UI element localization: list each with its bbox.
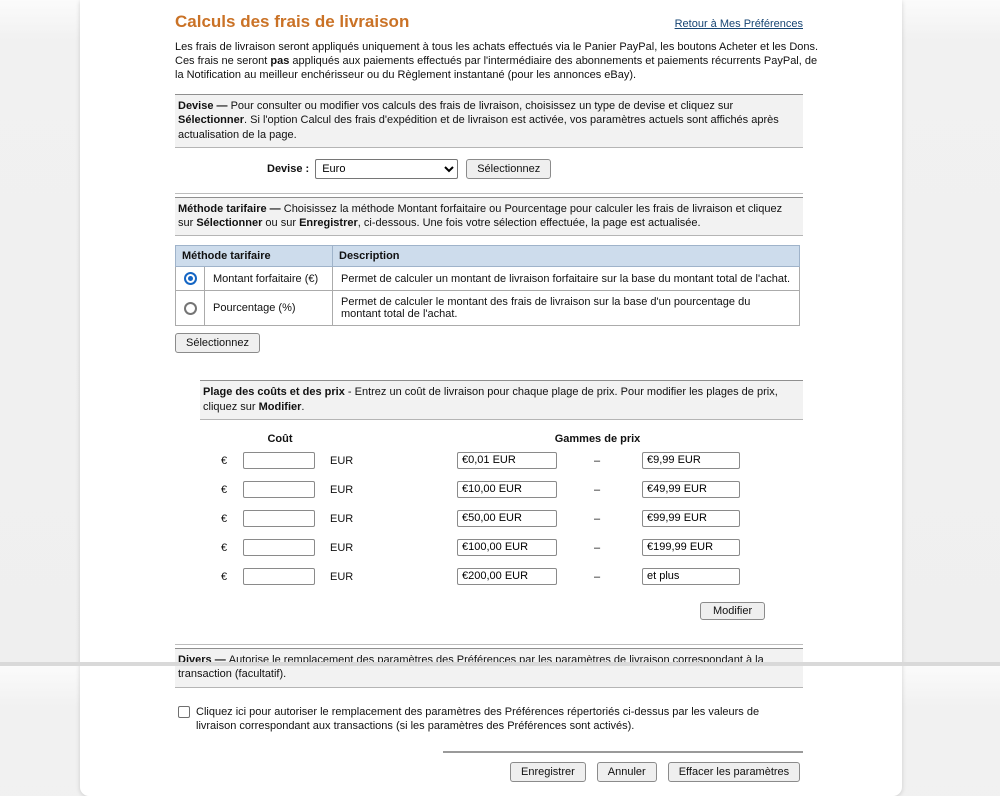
range-dash: – xyxy=(583,571,611,583)
price-row xyxy=(175,477,803,506)
currency-code-label: EUR xyxy=(330,542,353,554)
cost-column-header: Coût xyxy=(243,433,317,445)
range-from-2[interactable] xyxy=(457,481,557,498)
currency-code-label: EUR xyxy=(330,571,353,583)
cost-input-1[interactable] xyxy=(243,452,315,469)
range-to-2[interactable] xyxy=(642,481,740,498)
table-row xyxy=(176,291,800,326)
cost-input-5[interactable] xyxy=(243,568,315,585)
method-description: Permet de calculer le montant des frais de livraison sur la base d'un pourcentage du montant total de l'achat. xyxy=(333,291,800,326)
footer-actions xyxy=(175,762,803,782)
cancel-button[interactable]: Annuler xyxy=(597,762,657,782)
clear-settings-button[interactable]: Effacer les paramètres xyxy=(668,762,800,782)
range-to-3[interactable] xyxy=(642,510,740,527)
currency-row xyxy=(267,159,803,179)
modify-ranges-button[interactable]: Modifier xyxy=(700,602,765,620)
range-dash: – xyxy=(583,542,611,554)
method-section-header: Méthode tarifaire — Choisissez la méthode Montant forfaitaire ou Pourcentage pour calculer les frais de livraison et cliquez sur Sélectionner ou sur Enregistrer, ci-dessous. Une fois votre sélection effectuée, la page est actualisée. xyxy=(175,197,803,237)
currency-symbol: € xyxy=(221,542,227,554)
devise-section-header: Devise — Pour consulter ou modifier vos calculs des frais de livraison, choisissez un type de devise et cliquez sur Sélectionner. Si l'option Calcul des frais d'expédition et de livraison est activée, vos paramètres actuels sont affichés après actualisation de la page. xyxy=(175,94,803,148)
range-from-5[interactable] xyxy=(457,568,557,585)
range-from-4[interactable] xyxy=(457,539,557,556)
currency-symbol: € xyxy=(221,571,227,583)
page-header xyxy=(175,0,803,32)
method-description: Permet de calculer un montant de livraison forfaitaire sur la base du montant total de l'achat. xyxy=(333,267,800,291)
method-select-button[interactable]: Sélectionnez xyxy=(175,333,260,353)
intro-paragraph: Les frais de livraison seront appliqués uniquement à tous les achats effectués via le Panier PayPal, les boutons Acheter et les Dons. Ces frais ne seront pas appliqués aux paiements effectués par l'intermédiaire des abonnements et paiements récurrents PayPal, de la Notification au meilleur enchérisseur ou du Règlement instantané (pour les annonces eBay). xyxy=(175,41,823,83)
section-divider xyxy=(175,644,803,645)
method-label: Montant forfaitaire (€) xyxy=(205,267,333,291)
rate-method-table xyxy=(175,245,800,326)
range-to-1[interactable] xyxy=(642,452,740,469)
currency-symbol: € xyxy=(221,484,227,496)
range-dash: – xyxy=(583,455,611,467)
back-to-preferences-link[interactable]: Retour à Mes Préférences xyxy=(675,18,803,30)
cost-input-3[interactable] xyxy=(243,510,315,527)
cost-input-4[interactable] xyxy=(243,539,315,556)
price-row xyxy=(175,564,803,593)
currency-symbol: € xyxy=(221,455,227,467)
radio-dot-icon xyxy=(188,276,193,281)
page-title: Calculs des frais de livraison xyxy=(175,12,409,32)
cost-price-grid xyxy=(175,433,803,593)
range-to-4[interactable] xyxy=(642,539,740,556)
override-checkbox[interactable] xyxy=(178,706,190,718)
currency-symbol: € xyxy=(221,513,227,525)
column-header-description: Description xyxy=(333,246,800,267)
range-dash: – xyxy=(583,513,611,525)
misc-section-header: Divers — Autorise le remplacement des paramètres des Préférences par les paramètres de livraison correspondant à la transaction (facultatif). xyxy=(175,648,803,688)
range-from-1[interactable] xyxy=(457,452,557,469)
currency-code-label: EUR xyxy=(330,513,353,525)
main-content-card xyxy=(80,0,902,796)
price-range-section-header: Plage des coûts et des prix - Entrez un coût de livraison pour chaque plage de prix. Pour modifier les plages de prix, cliquez sur Modifier. xyxy=(200,380,803,420)
currency-label: Devise : xyxy=(267,163,309,175)
save-button[interactable]: Enregistrer xyxy=(510,762,586,782)
range-to-5[interactable] xyxy=(642,568,740,585)
price-row xyxy=(175,535,803,564)
cost-input-2[interactable] xyxy=(243,481,315,498)
footer-divider xyxy=(443,751,803,753)
override-checkbox-label: Cliquez ici pour autoriser le remplacement des paramètres des Préférences répertoriés ci-dessus par les valeurs de livraison correspondant aux transactions (si les paramètres des Préférences sont activés). xyxy=(196,705,796,735)
percentage-radio[interactable] xyxy=(184,302,197,315)
range-from-3[interactable] xyxy=(457,510,557,527)
table-row xyxy=(176,267,800,291)
price-range-column-header: Gammes de prix xyxy=(457,433,738,445)
range-dash: – xyxy=(583,484,611,496)
price-row xyxy=(175,448,803,477)
currency-code-label: EUR xyxy=(330,484,353,496)
override-checkbox-row xyxy=(175,705,803,735)
currency-select-button[interactable]: Sélectionnez xyxy=(466,159,551,179)
table-header-row xyxy=(176,246,800,267)
currency-code-label: EUR xyxy=(330,455,353,467)
currency-select[interactable] xyxy=(315,159,458,179)
flat-amount-radio[interactable] xyxy=(184,272,197,285)
column-header-method: Méthode tarifaire xyxy=(176,246,333,267)
method-label: Pourcentage (%) xyxy=(205,291,333,326)
section-divider xyxy=(175,193,803,194)
price-row xyxy=(175,506,803,535)
bottom-page-strip xyxy=(0,662,1000,666)
